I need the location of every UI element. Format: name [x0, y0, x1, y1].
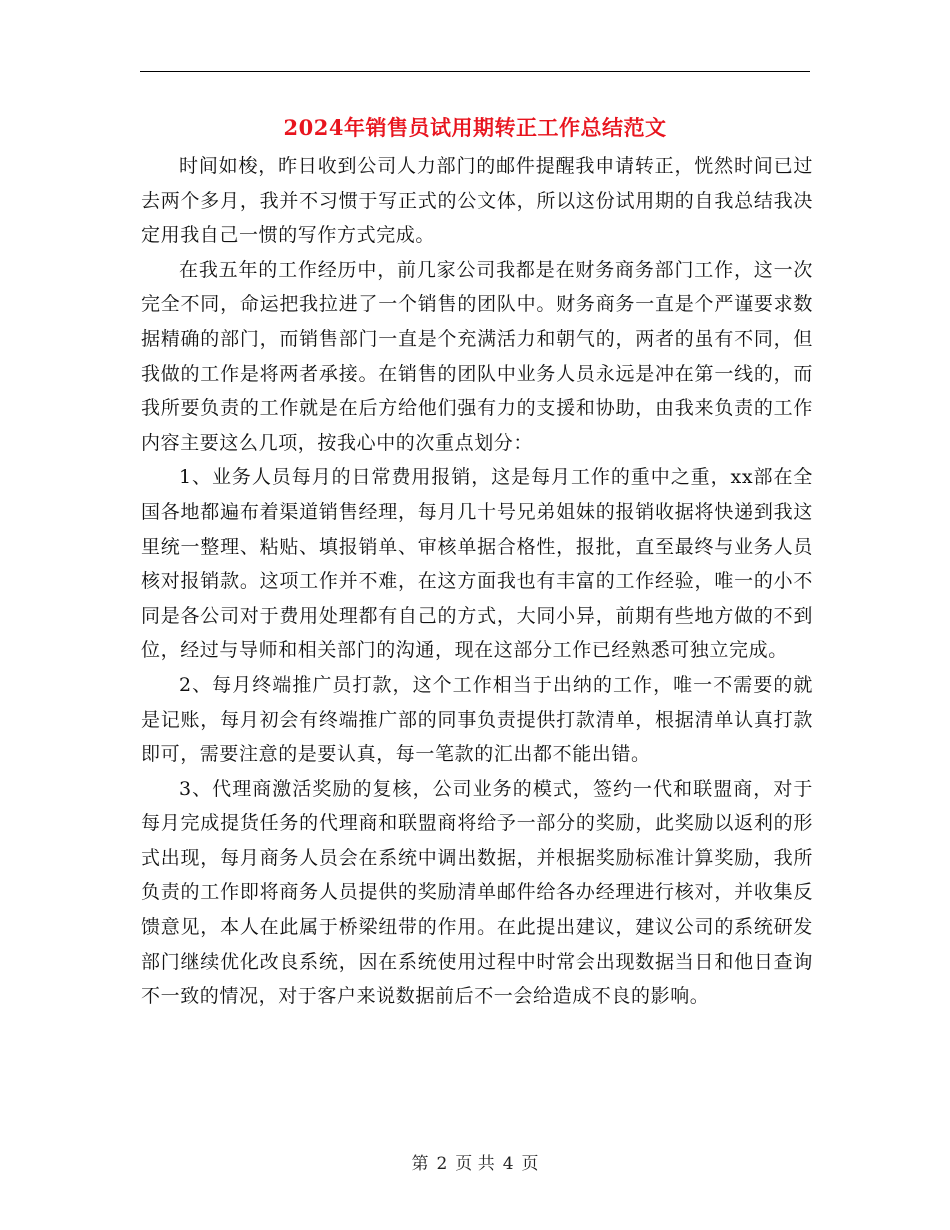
document-title: 2024年销售员试用期转正工作总结范文 [283, 115, 667, 140]
paragraph-background: 在我五年的工作经历中，前几家公司我都是在财务商务部门工作，这一次完全不同，命运把我拉进了一个销售的团队中。财务商务一直是个严谨要求数据精确的部门，而销售部门一直是个充满活力和朝气的，两者的虽有不同，但我做的工作是将两者承接。在销售的团队中业务人员永远是冲在第一线的，而我所要负责的工作就是在后方给他们强有力的支援和协助，由我来负责的工作内容主要这么几项，按我心中的次重点划分： [141, 258, 813, 454]
paragraph-item-1: 1、业务人员每月的日常费用报销，这是每月工作的重中之重，xx部在全国各地都遍布着渠道销售经理，每月几十号兄弟姐妹的报销收据将快递到我这里统一整理、粘贴、填报销单、审核单据合格性，报批，直至最终与业务人员核对报销款。这项工作并不难，在这方面我也有丰富的工作经验，唯一的小不同是各公司对于费用处理都有自己的方式，大同小异，前期有些地方做的不到位，经过与导师和相关部门的沟通，现在这部分工作已经熟悉可独立完成。 [141, 466, 813, 662]
footer-page-number: 2 [436, 1154, 448, 1174]
header-rule [140, 71, 810, 72]
footer-middle: 页 共 [455, 1154, 495, 1174]
paragraph-intro: 时间如梭，昨日收到公司人力部门的邮件提醒我申请转正，恍然时间已过去两个多月，我并不习惯于写正式的公文体，所以这份试用期的自我总结我决定用我自己一惯的写作方式完成。 [141, 155, 813, 247]
footer-total-pages: 4 [502, 1154, 514, 1174]
paragraph-item-3: 3、代理商激活奖励的复核，公司业务的模式，签约一代和联盟商，对于每月完成提货任务的代理商和联盟商将给予一部分的奖励，此奖励以返利的形式出现，每月商务人员会在系统中调出数据，并根据奖励标准计算奖励，我所负责的工作即将商务人员提供的奖励清单邮件给各办经理进行核对，并收集反馈意见，本人在此属于桥梁纽带的作用。在此提出建议，建议公司的系统研发部门继续优化改良系统，因在系统使用过程中时常会出现数据当日和他日查询不一致的情况，对于客户来说数据前后不一会给造成不良的影响。 [141, 777, 813, 1008]
document-body [141, 149, 813, 1014]
footer-prefix: 第 [411, 1154, 429, 1174]
footer-suffix: 页 [521, 1154, 539, 1174]
page-number-footer [0, 1152, 950, 1176]
paragraph-item-2: 2、每月终端推广员打款，这个工作相当于出纳的工作，唯一不需要的就是记账，每月初会有终端推广部的同事负责提供打款清单，根据清单认真打款即可，需要注意的是要认真，每一笔款的汇出都不能出错。 [141, 673, 813, 766]
